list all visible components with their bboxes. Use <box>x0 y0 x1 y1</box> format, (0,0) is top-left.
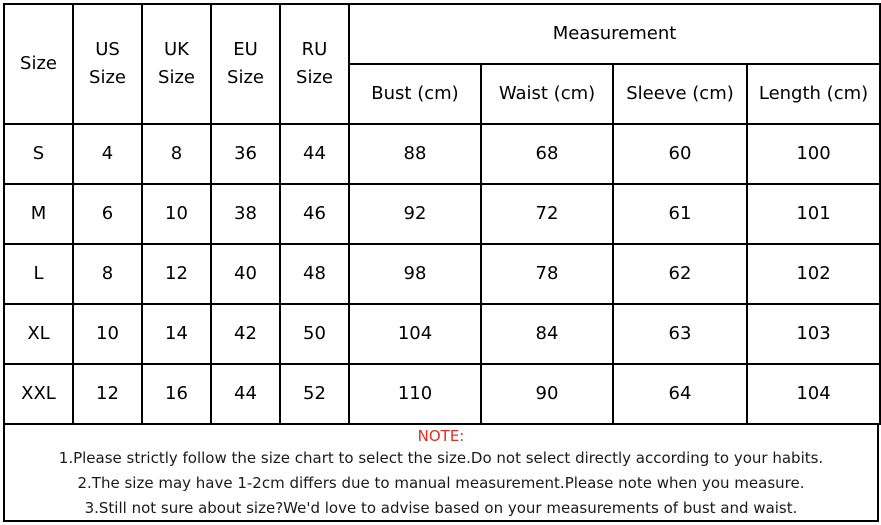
cell-size: S <box>4 124 73 184</box>
note-line-2: 2.The size may have 1-2cm differs due to manual measurement.Please note when you measure. <box>77 474 805 492</box>
cell-bust: 104 <box>349 304 481 364</box>
cell-sleeve: 60 <box>613 124 747 184</box>
header-eu-size <box>211 4 280 124</box>
cell-sleeve: 63 <box>613 304 747 364</box>
header-ru-line1: RU <box>301 39 328 60</box>
cell-eu: 40 <box>211 244 280 304</box>
cell-ru: 52 <box>280 364 349 424</box>
cell-ru: 50 <box>280 304 349 364</box>
cell-sleeve: 64 <box>613 364 747 424</box>
cell-waist: 84 <box>481 304 613 364</box>
cell-waist: 78 <box>481 244 613 304</box>
header-length: Length (cm) <box>747 64 880 124</box>
cell-uk: 8 <box>142 124 211 184</box>
size-table <box>3 3 881 425</box>
cell-eu: 42 <box>211 304 280 364</box>
header-us-line1: US <box>95 39 120 60</box>
table-row <box>4 244 880 304</box>
cell-length: 102 <box>747 244 880 304</box>
cell-size: XL <box>4 304 73 364</box>
header-waist: Waist (cm) <box>481 64 613 124</box>
header-measurement: Measurement <box>349 4 880 64</box>
header-eu-line1: EU <box>233 39 258 60</box>
cell-size: XXL <box>4 364 73 424</box>
header-bust: Bust (cm) <box>349 64 481 124</box>
cell-bust: 88 <box>349 124 481 184</box>
header-eu-line2: Size <box>227 67 264 88</box>
header-uk-line1: UK <box>164 39 189 60</box>
header-uk-line2: Size <box>158 67 195 88</box>
cell-bust: 92 <box>349 184 481 244</box>
cell-us: 4 <box>73 124 142 184</box>
cell-waist: 72 <box>481 184 613 244</box>
cell-bust: 98 <box>349 244 481 304</box>
cell-us: 10 <box>73 304 142 364</box>
cell-eu: 44 <box>211 364 280 424</box>
header-ru-line2: Size <box>296 67 333 88</box>
cell-us: 12 <box>73 364 142 424</box>
note-line-3: 3.Still not sure about size?We'd love to advise based on your measurements of bust and waist. <box>84 499 798 517</box>
table-row <box>4 304 880 364</box>
cell-ru: 48 <box>280 244 349 304</box>
note-line-1: 1.Please strictly follow the size chart to select the size.Do not select directly according to your habits. <box>58 449 824 467</box>
cell-us: 8 <box>73 244 142 304</box>
table-row <box>4 364 880 424</box>
table-row <box>4 184 880 244</box>
cell-sleeve: 61 <box>613 184 747 244</box>
header-uk-size <box>142 4 211 124</box>
cell-uk: 12 <box>142 244 211 304</box>
header-us-size <box>73 4 142 124</box>
cell-bust: 110 <box>349 364 481 424</box>
header-sleeve: Sleeve (cm) <box>613 64 747 124</box>
cell-ru: 46 <box>280 184 349 244</box>
cell-eu: 36 <box>211 124 280 184</box>
cell-uk: 14 <box>142 304 211 364</box>
header-size: Size <box>4 4 73 124</box>
cell-ru: 44 <box>280 124 349 184</box>
note-section <box>3 423 879 522</box>
header-us-line2: Size <box>89 67 126 88</box>
note-title: NOTE: <box>417 427 465 445</box>
cell-length: 103 <box>747 304 880 364</box>
cell-uk: 10 <box>142 184 211 244</box>
cell-length: 104 <box>747 364 880 424</box>
header-row-top <box>4 4 880 64</box>
header-ru-size <box>280 4 349 124</box>
cell-length: 100 <box>747 124 880 184</box>
cell-size: M <box>4 184 73 244</box>
cell-sleeve: 62 <box>613 244 747 304</box>
cell-uk: 16 <box>142 364 211 424</box>
cell-us: 6 <box>73 184 142 244</box>
cell-eu: 38 <box>211 184 280 244</box>
cell-length: 101 <box>747 184 880 244</box>
cell-waist: 68 <box>481 124 613 184</box>
cell-size: L <box>4 244 73 304</box>
table-row <box>4 124 880 184</box>
cell-waist: 90 <box>481 364 613 424</box>
